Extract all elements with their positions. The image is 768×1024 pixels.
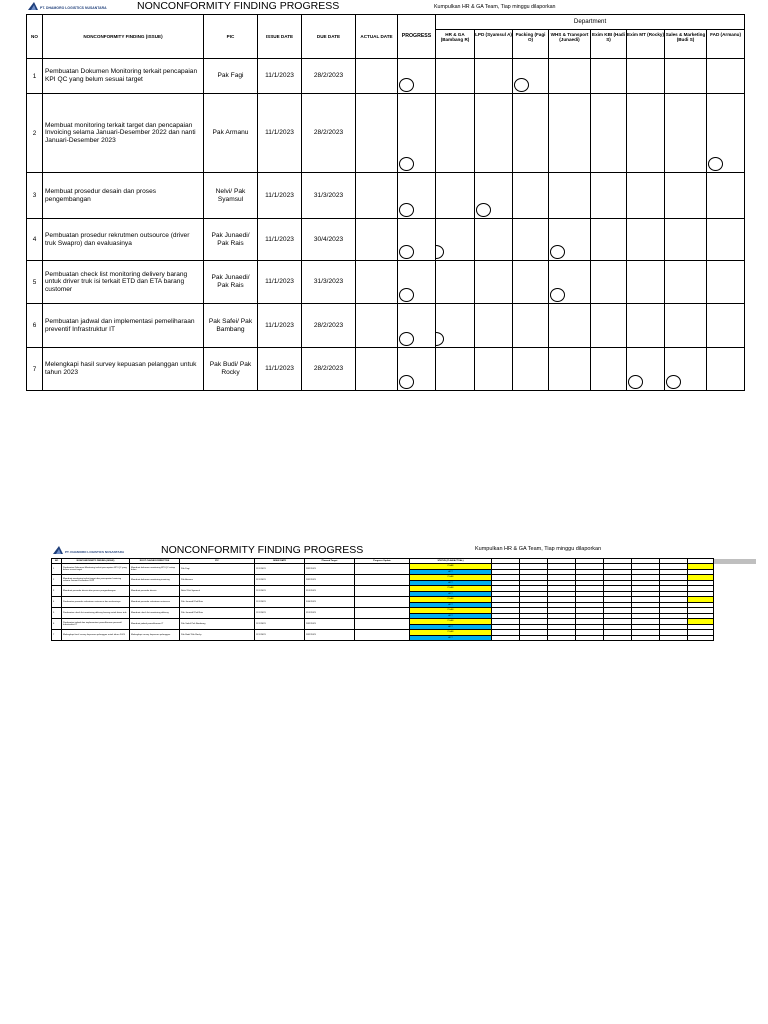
page-subtitle: Kumpulkan HR & GA Team, Tiap minggu dilaporkan <box>434 4 556 10</box>
nonconformity-table <box>26 14 745 391</box>
dept-cell <box>627 173 665 219</box>
progress-circle-icon <box>399 332 414 346</box>
dept-cell <box>591 348 627 391</box>
mini-row-status-actual: ACT <box>410 569 492 575</box>
company-logo <box>28 2 107 10</box>
mini-row-issue-date: 11/1/2023 <box>255 564 305 575</box>
mini-row-status-actual: ACT <box>410 580 492 586</box>
logo-icon <box>53 546 63 554</box>
row-pic: Pak Fagi <box>204 59 258 94</box>
dept-cell <box>665 219 707 261</box>
dept-cell <box>627 94 665 173</box>
header-actual-date: ACTUAL DATE <box>356 15 398 59</box>
mini-row-status-plan: PLAN <box>410 586 492 592</box>
mini-header-progress-update: Progress Update <box>355 559 410 564</box>
mini-row-issue-date: 11/1/2023 <box>255 575 305 586</box>
mini-header-issue: NONCONFORMITY FINDING (ISSUE) <box>62 559 130 564</box>
row-no: 7 <box>27 348 43 391</box>
page-title: NONCONFORMITY FINDING PROGRESS <box>137 0 340 12</box>
row-due-date: 28/2/2023 <box>302 59 356 94</box>
mini-row-issue-date: 11/1/2023 <box>255 608 305 619</box>
dept-cell <box>475 304 513 348</box>
dept-cell <box>665 348 707 391</box>
row-progress <box>398 304 436 348</box>
mini-page-subtitle: Kumpulkan HR & GA Team, Tiap minggu dilaporkan <box>475 546 602 552</box>
mini-row-issue-date: 11/1/2023 <box>255 586 305 597</box>
dept-cell <box>665 94 707 173</box>
mini-row-pic: Pak Budi/ Pak Rocky <box>180 630 255 641</box>
mini-row-issue: Pembuatan jadwal dan implementasi pemeliharaan preventif Infrastruktur IT <box>62 619 130 630</box>
mini-gray-band <box>713 559 756 564</box>
progress-circle-icon <box>628 375 643 389</box>
dept-cell <box>513 348 549 391</box>
mini-dept-cell <box>548 635 576 641</box>
mini-row-planned: 30/4/2023 <box>305 597 355 608</box>
table-row <box>27 261 745 304</box>
dept-cell <box>707 348 745 391</box>
mini-header-correction: ROOT CAUSE/CORRECTIVE <box>130 559 180 564</box>
dept-cell <box>436 261 475 304</box>
logo-icon <box>28 2 38 10</box>
progress-circle-icon <box>550 245 565 259</box>
mini-row-correction: Membuat dokumen monitoring invoicing <box>130 575 180 586</box>
mini-row-pic: Nelvi/ Pak Syamsul <box>180 586 255 597</box>
row-actual-date <box>356 173 398 219</box>
dept-cell <box>436 173 475 219</box>
dept-cell <box>591 219 627 261</box>
mini-row-no: 6 <box>52 619 62 630</box>
header-dept-exim-kbi: Exim KBI (Hadi S) <box>591 30 627 59</box>
mini-row-planned: 28/2/2023 <box>305 630 355 641</box>
row-progress <box>398 261 436 304</box>
row-no: 2 <box>27 94 43 173</box>
company-name: PT. DHAMORO LOGISTICS NUSANTARA <box>40 6 107 10</box>
mini-row-correction: Membuat prosedur desain <box>130 586 180 597</box>
dept-cell <box>475 261 513 304</box>
dept-cell <box>475 173 513 219</box>
row-due-date: 30/4/2023 <box>302 219 356 261</box>
row-actual-date <box>356 219 398 261</box>
mini-row-no: 2 <box>52 575 62 586</box>
dept-cell <box>591 94 627 173</box>
dept-cell <box>513 173 549 219</box>
progress-circle-icon <box>514 78 529 92</box>
mini-company-name: PT. DHAMORO LOGISTICS NUSANTARA <box>65 550 125 554</box>
mini-row-correction: Membuat check list monitoring delivery <box>130 608 180 619</box>
dept-cell <box>475 348 513 391</box>
row-progress <box>398 59 436 94</box>
mini-header-issue-date: ISSUE DATE <box>255 559 305 564</box>
dept-cell <box>627 261 665 304</box>
table-row <box>27 348 745 391</box>
row-progress <box>398 173 436 219</box>
row-pic: Pak Armanu <box>204 94 258 173</box>
header-issue-date: ISSUE DATE <box>258 15 302 59</box>
mini-dept-cell <box>492 635 520 641</box>
row-issue: Membuat prosedur desain dan proses pengembangan <box>43 173 204 219</box>
mini-row-issue-date: 11/1/2023 <box>255 619 305 630</box>
dept-cell <box>707 94 745 173</box>
dept-cell <box>436 304 475 348</box>
dept-cell <box>627 304 665 348</box>
dept-cell <box>591 173 627 219</box>
dept-cell <box>665 59 707 94</box>
progress-circle-icon <box>399 288 414 302</box>
mini-dept-cell <box>520 635 548 641</box>
row-pic: Pak Junaedi/ Pak Rais <box>204 261 258 304</box>
header-pic: PIC <box>204 15 258 59</box>
dept-cell <box>665 173 707 219</box>
dept-cell <box>549 59 591 94</box>
mini-row-progress-update <box>355 619 410 630</box>
row-issue-date: 11/1/2023 <box>258 304 302 348</box>
row-issue: Pembuatan Dokumen Monitoring terkait pencapaian KPI QC yang belum sesuai target <box>43 59 204 94</box>
mini-row-issue: Pembuatan Dokumen Monitoring terkait pencapaian KPI QC yang belum sesuai target <box>62 564 130 575</box>
mini-row-issue: Pembuatan prosedur rekrutmen outsource dan evaluasinya <box>62 597 130 608</box>
row-no: 5 <box>27 261 43 304</box>
dept-cell <box>549 219 591 261</box>
dept-cell <box>591 304 627 348</box>
dept-cell <box>707 59 745 94</box>
mini-row-no: 1 <box>52 564 62 575</box>
mini-row-status-plan: PLAN <box>410 619 492 625</box>
header-dept-packing: Packing (Fagi O) <box>513 30 549 59</box>
mini-row-status-actual: ACT <box>410 635 492 641</box>
progress-circle-icon <box>399 245 414 259</box>
table-row <box>27 304 745 348</box>
header-dept-lpd: LPD (Syamsul A) <box>475 30 513 59</box>
mini-row-no: 5 <box>52 608 62 619</box>
row-issue: Melengkapi hasil survey kepuasan pelanggan untuk tahun 2023 <box>43 348 204 391</box>
row-no: 3 <box>27 173 43 219</box>
dept-cell <box>549 173 591 219</box>
row-pic: Pak Safei/ Pak Bambang <box>204 304 258 348</box>
row-issue-date: 11/1/2023 <box>258 94 302 173</box>
mini-row-progress-update <box>355 575 410 586</box>
row-issue-date: 11/1/2023 <box>258 348 302 391</box>
mini-row-status-actual: ACT <box>410 591 492 597</box>
progress-circle-icon <box>550 288 565 302</box>
mini-row-correction: Melengkapi survey kepuasan pelanggan <box>130 630 180 641</box>
mini-row-no: 4 <box>52 597 62 608</box>
row-due-date: 31/3/2023 <box>302 261 356 304</box>
mini-row-pic: Pak Fagi <box>180 564 255 575</box>
header-department: Department <box>436 15 745 30</box>
dept-cell <box>549 348 591 391</box>
dept-cell <box>627 348 665 391</box>
row-due-date: 31/3/2023 <box>302 173 356 219</box>
row-issue-date: 11/1/2023 <box>258 261 302 304</box>
mini-row-planned: 28/2/2023 <box>305 564 355 575</box>
dept-cell <box>513 219 549 261</box>
mini-dept-cell <box>660 635 688 641</box>
dept-cell <box>436 348 475 391</box>
dept-cell <box>707 304 745 348</box>
progress-circle-icon <box>399 203 414 217</box>
row-due-date: 28/2/2023 <box>302 304 356 348</box>
dept-cell <box>707 261 745 304</box>
dept-cell <box>436 219 475 261</box>
mini-row-correction: Membuat dokumen monitoring KPI QC setiap bulan <box>130 564 180 575</box>
progress-circle-icon <box>708 157 723 171</box>
dept-cell <box>707 219 745 261</box>
mini-header-pic: PIC <box>180 559 255 564</box>
dept-cell <box>591 59 627 94</box>
mini-row-pic: Pak Junaedi/ Pak Rais <box>180 597 255 608</box>
row-issue: Pembuatan prosedur rekrutmen outsource (driver truk Swapro) dan evaluasinya <box>43 219 204 261</box>
row-actual-date <box>356 59 398 94</box>
mini-table <box>51 558 714 641</box>
dept-cell <box>436 59 475 94</box>
table-row <box>27 59 745 94</box>
dept-cell <box>591 261 627 304</box>
dept-cell <box>513 261 549 304</box>
header-dept-sales-marketing: Sales & Marketing (Budi S) <box>665 30 707 59</box>
dept-cell <box>475 219 513 261</box>
mini-company-logo <box>53 546 124 554</box>
mini-row-issue-date: 11/1/2023 <box>255 630 305 641</box>
mini-header-planned: Planned Target <box>305 559 355 564</box>
table-row <box>27 219 745 261</box>
row-issue: Membuat monitoring terkait target dan pencapaian Invoicing selama Januari-Desember 2022 dan nanti Januari-Desember 2023 <box>43 94 204 173</box>
mini-row-pic: Pak Armanu <box>180 575 255 586</box>
row-no: 4 <box>27 219 43 261</box>
mini-row-no: 3 <box>52 586 62 597</box>
row-actual-date <box>356 94 398 173</box>
dept-cell <box>549 304 591 348</box>
mini-dept-cell <box>688 635 714 641</box>
mini-dept-cell <box>604 635 632 641</box>
dept-cell <box>513 59 549 94</box>
mini-row-status-actual: ACT <box>410 624 492 630</box>
mini-row-status-actual: ACT <box>410 602 492 608</box>
header-issue: NONCONFORMITY FINDING (ISSUE) <box>43 15 204 59</box>
header-due-date: DUE DATE <box>302 15 356 59</box>
mini-row-progress-update <box>355 564 410 575</box>
mini-row-issue: Membuat monitoring terkait target dan pencapaian Invoicing selama Januari-Desember 2022 <box>62 575 130 586</box>
dept-cell <box>707 173 745 219</box>
mini-row-issue: Melengkapi hasil survey kepuasan pelanggan untuk tahun 2023 <box>62 630 130 641</box>
dept-cell <box>665 261 707 304</box>
header-no: NO <box>27 15 43 59</box>
mini-row-issue-date: 11/1/2023 <box>255 597 305 608</box>
mini-row-status-plan: PLAN <box>410 575 492 581</box>
mini-row-progress-update <box>355 608 410 619</box>
progress-circle-icon <box>399 375 414 389</box>
dept-cell <box>627 219 665 261</box>
mini-row-progress-update <box>355 597 410 608</box>
mini-row-correction: Membuat jadwal pemeliharaan IT <box>130 619 180 630</box>
dept-cell <box>436 94 475 173</box>
dept-cell <box>549 94 591 173</box>
mini-row-status-actual: ACT <box>410 613 492 619</box>
header-dept-fad: FAD (Armanu) <box>707 30 745 59</box>
row-no: 6 <box>27 304 43 348</box>
row-progress <box>398 219 436 261</box>
row-actual-date <box>356 348 398 391</box>
mini-header-status: STATUS (PLAN/ACTUAL) <box>410 559 492 564</box>
row-due-date: 28/2/2023 <box>302 348 356 391</box>
row-issue: Pembuatan jadwal dan implementasi pemeliharaan preventif Infrastruktur IT <box>43 304 204 348</box>
mini-row-status-plan: PLAN <box>410 564 492 570</box>
table-row <box>27 173 745 219</box>
mini-row-no: 7 <box>52 630 62 641</box>
mini-row-status-plan: PLAN <box>410 608 492 614</box>
mini-row-issue: Membuat prosedur desain dan proses pengembangan <box>62 586 130 597</box>
row-progress <box>398 94 436 173</box>
dept-cell <box>513 94 549 173</box>
row-issue-date: 11/1/2023 <box>258 59 302 94</box>
header-dept-exim-mt: Exim MT (Rocky) <box>627 30 665 59</box>
mini-row-pic: Pak Junaedi/ Pak Rais <box>180 608 255 619</box>
mini-dept-cell <box>576 635 604 641</box>
row-pic: Pak Budi/ Pak Rocky <box>204 348 258 391</box>
mini-sheet <box>0 540 768 650</box>
dept-cell <box>475 94 513 173</box>
mini-row-status-plan: PLAN <box>410 597 492 603</box>
row-pic: Pak Junaedi/ Pak Rais <box>204 219 258 261</box>
mini-row-progress-update <box>355 586 410 597</box>
table-row <box>27 94 745 173</box>
dept-cell <box>549 261 591 304</box>
row-pic: Nelvi/ Pak Syamsul <box>204 173 258 219</box>
dept-cell <box>513 304 549 348</box>
row-issue-date: 11/1/2023 <box>258 173 302 219</box>
mini-row-progress-update <box>355 630 410 641</box>
progress-circle-icon <box>399 78 414 92</box>
row-no: 1 <box>27 59 43 94</box>
progress-circle-icon <box>666 375 681 389</box>
row-due-date: 28/2/2023 <box>302 94 356 173</box>
mini-row-issue: Pembuatan check list monitoring delivery barang untuk driver truk <box>62 608 130 619</box>
dept-cell <box>665 304 707 348</box>
header-dept-whs-transport: WHS & Transport (Junaedi) <box>549 30 591 59</box>
mini-row-planned: 31/3/2023 <box>305 608 355 619</box>
progress-circle-icon <box>476 203 491 217</box>
mini-dept-cell <box>632 635 660 641</box>
mini-row-pic: Pak Safei/ Pak Bambang <box>180 619 255 630</box>
row-issue-date: 11/1/2023 <box>258 219 302 261</box>
dept-cell <box>475 59 513 94</box>
mini-page-title: NONCONFORMITY FINDING PROGRESS <box>161 544 364 556</box>
dept-cell <box>627 59 665 94</box>
row-progress <box>398 348 436 391</box>
mini-row-planned: 31/3/2023 <box>305 586 355 597</box>
mini-row-planned: 28/2/2023 <box>305 575 355 586</box>
mini-row-correction: Membuat prosedur rekrutmen outsource <box>130 597 180 608</box>
mini-row-planned: 28/2/2023 <box>305 619 355 630</box>
row-actual-date <box>356 304 398 348</box>
progress-circle-icon <box>399 157 414 171</box>
row-issue: Pembuatan check list monitoring delivery barang untuk driver truk isi terkait ETD dan ETA barang customer <box>43 261 204 304</box>
row-actual-date <box>356 261 398 304</box>
mini-header-no: NO <box>52 559 62 564</box>
header-dept-hr-ga: HR & GA (Bambang R) <box>436 30 475 59</box>
header-progress: PROGRESS <box>398 15 436 59</box>
mini-row-status-plan: PLAN <box>410 630 492 636</box>
